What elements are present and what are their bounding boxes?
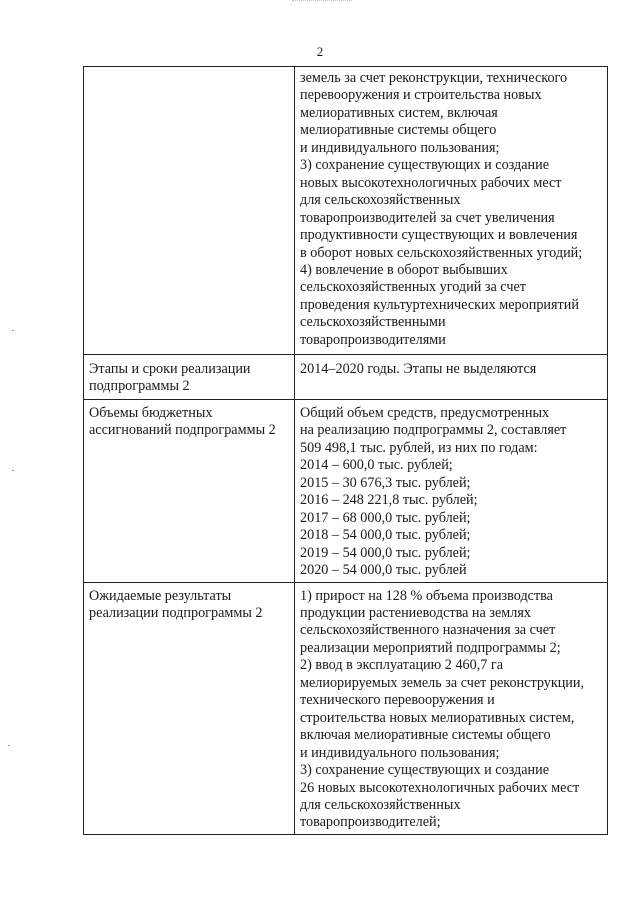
text-line: земель за счет реконструкции, технического xyxy=(300,70,568,86)
text-line: 2014–2020 годы. Этапы не выделяются xyxy=(300,361,537,377)
table-row xyxy=(84,67,608,355)
text-line: технического перевооружения и xyxy=(300,692,495,709)
text-line: строительства новых мелиоративных систем, xyxy=(300,709,575,726)
text-line: включая мелиоративные системы общего xyxy=(300,727,551,744)
text-line: мелиоративных систем, включая xyxy=(300,104,498,121)
passport-table xyxy=(83,66,608,835)
text-line: товаропроизводителей за счет увеличения xyxy=(300,209,555,226)
text-line: сельскохозяйственного назначения за счет xyxy=(300,622,556,639)
text-line: 26 новых высокотехнологичных рабочих мест xyxy=(300,779,580,796)
text-line: 3) сохранение существующих и создание xyxy=(300,157,550,174)
text-line: 1) прирост на 128 % объема производства xyxy=(300,587,553,604)
text-line: продуктивности существующих и вовлечения xyxy=(300,227,578,244)
text-line: Объемы бюджетных xyxy=(89,405,213,421)
table-row xyxy=(84,582,608,834)
table-row xyxy=(84,400,608,583)
text-line: 2) ввод в эксплуатацию 2 460,7 га xyxy=(300,657,504,674)
row-content-cell xyxy=(295,355,608,400)
text-line: сельскохозяйственными xyxy=(300,314,446,331)
text-line: Этапы и сроки реализации xyxy=(89,361,251,377)
text-line: мелиоративные системы общего xyxy=(300,122,497,139)
row-label-cell xyxy=(84,355,295,400)
row-content-cell xyxy=(295,400,608,583)
text-line: 2014 – 600,0 тыс. рублей; xyxy=(300,457,453,474)
scan-artifact-dot xyxy=(8,745,10,746)
text-line: для сельскохозяйственных xyxy=(300,796,461,813)
text-line: реализации подпрограммы 2 xyxy=(89,604,263,621)
page-number: 2 xyxy=(316,44,324,59)
text-line: подпрограммы 2 xyxy=(89,378,190,395)
text-line: 2019 – 54 000,0 тыс. рублей; xyxy=(300,544,471,561)
text-line: 2015 – 30 676,3 тыс. рублей; xyxy=(300,474,471,491)
row-content-cell xyxy=(295,67,608,355)
text-line: на реализацию подпрограммы 2, составляет xyxy=(300,422,567,439)
text-line: перевооружения и строительства новых xyxy=(300,87,542,104)
scan-artifact-top xyxy=(292,0,352,7)
row-label-cell xyxy=(84,67,295,355)
text-line: сельскохозяйственных угодий за счет xyxy=(300,279,526,296)
text-line: 2018 – 54 000,0 тыс. рублей; xyxy=(300,527,471,544)
text-line: и индивидуального пользования; xyxy=(300,139,500,156)
text-line: реализации мероприятий подпрограммы 2; xyxy=(300,639,561,656)
text-line: 2016 – 248 221,8 тыс. рублей; xyxy=(300,492,478,509)
text-line: для сельскохозяйственных xyxy=(300,192,461,209)
text-line: товаропроизводителей; xyxy=(300,814,441,831)
text-line: проведения культуртехнических мероприятий xyxy=(300,296,579,313)
text-line: 2020 – 54 000,0 тыс. рублей xyxy=(300,562,467,579)
scan-artifact-dot xyxy=(12,330,14,331)
text-line: 2017 – 68 000,0 тыс. рублей; xyxy=(300,509,471,526)
row-label-cell xyxy=(84,582,295,834)
text-line: и индивидуального пользования; xyxy=(300,744,500,761)
text-line: продукции растениеводства на землях xyxy=(300,604,531,621)
text-line: мелиорируемых земель за счет реконструкции, xyxy=(300,674,585,691)
text-line: 4) вовлечение в оборот выбывших xyxy=(300,261,508,278)
text-line: товаропроизводителями xyxy=(300,331,446,348)
text-line: 509 498,1 тыс. рублей, из них по годам: xyxy=(300,439,538,456)
table-row xyxy=(84,355,608,400)
text-line: новых высокотехнологичных рабочих мест xyxy=(300,174,562,191)
text-line: Ожидаемые результаты xyxy=(89,587,232,604)
text-line: ассигнований подпрограммы 2 xyxy=(89,422,276,439)
row-label-cell xyxy=(84,400,295,583)
text-line: 3) сохранение существующих и создание xyxy=(300,762,550,779)
text-line: Общий объем средств, предусмотренных xyxy=(300,405,550,421)
text-line: в оборот новых сельскохозяйственных угодий; xyxy=(300,244,583,261)
row-content-cell xyxy=(295,582,608,834)
scan-artifact-dot xyxy=(12,470,14,471)
